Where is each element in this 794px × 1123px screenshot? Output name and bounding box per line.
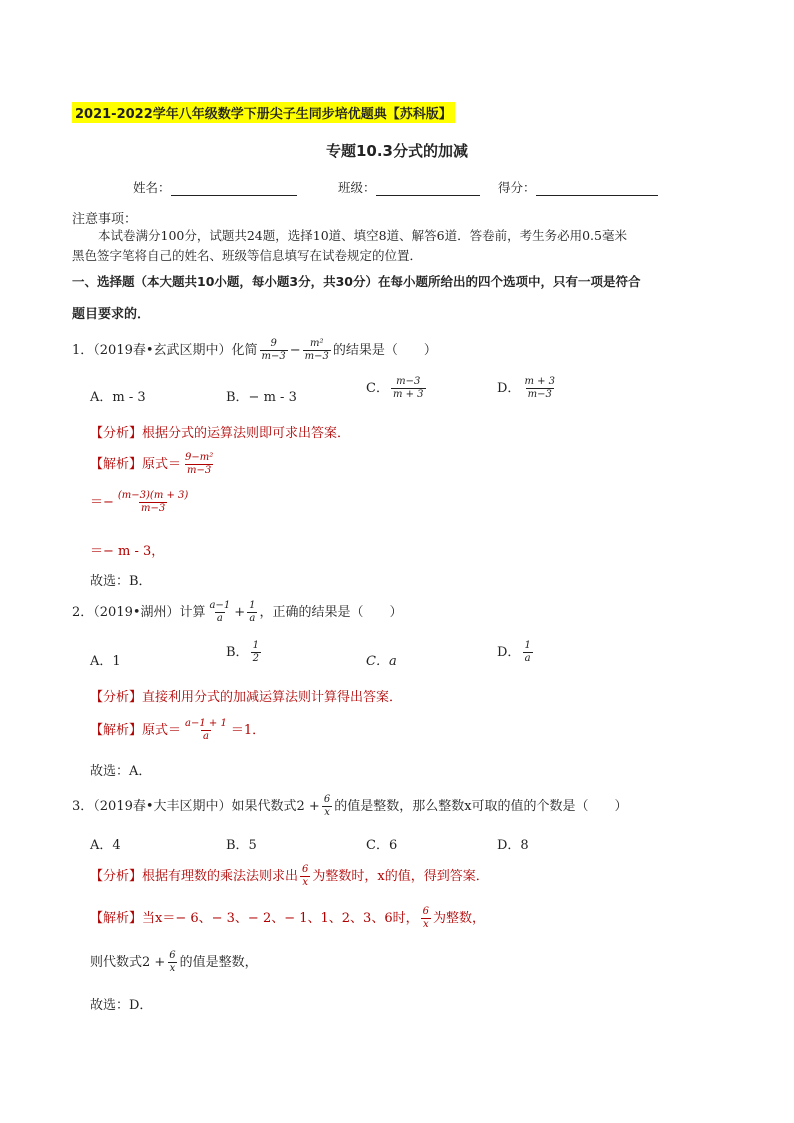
q3-option-c[interactable]: C．6	[366, 838, 398, 853]
score-label: 得分：	[498, 180, 536, 195]
notice-line-2: 黑色签字笔将自己的姓名、班级等信息填写在试卷规定的位置．	[72, 248, 423, 263]
name-field[interactable]	[133, 178, 297, 196]
q1-fraction-2: $\frac{\text{m²}}{m-3}$	[304, 338, 329, 362]
q2-option-c[interactable]: C．a	[366, 654, 397, 669]
q1-prefix: 1．（2019春•玄武区期中）化简	[72, 343, 258, 358]
q3-option-d[interactable]: D．8	[497, 838, 529, 853]
q3-fraction: $\frac{6}{x}$	[323, 794, 331, 818]
class-label: 班级：	[338, 180, 376, 195]
q1-option-c[interactable]: C． $\frac{m-3}{m + 3}$	[366, 376, 424, 400]
q2-option-d[interactable]: D． $\frac{1}{a}$	[497, 640, 531, 664]
q3-stem: 3．（2019春•大丰区期中）如果代数式2 + $\frac{6}{x}$ 的值是整数，那么整数x可取的值的个数是（ ）	[72, 794, 628, 818]
section-heading-line-2: 题目要求的．	[72, 307, 151, 322]
q3-solution-line-1: 【解析】当x＝− 6、− 3、− 2、− 1、1、2、3、6时， $\frac{6}{x}$ 为整数，	[90, 906, 485, 930]
q1-solution-line-3: ＝− m - 3，	[90, 544, 165, 559]
page-title: 专题10.3分式的加减	[325, 142, 468, 160]
q1-fraction-1: $\frac{9}{m-3}$	[261, 338, 286, 362]
q2-option-a[interactable]: A．1	[90, 654, 121, 669]
q1-minus: −	[289, 343, 301, 358]
q1-solution-line-2: ＝− $\frac{(m-3)(m + 3)}{m-3}$	[90, 490, 189, 514]
q2-analysis: 【分析】直接利用分式的加减运算法则计算得出答案．	[90, 690, 403, 705]
q3-answer: 故选：D．	[90, 998, 153, 1013]
q1-solution-line-1: 【解析】原式＝ $\frac{\text{9−m²}}{m-3}$	[90, 452, 214, 476]
notice-heading: 注意事项：	[72, 212, 138, 227]
class-line[interactable]	[376, 181, 480, 196]
name-line[interactable]	[171, 181, 297, 196]
name-label: 姓名：	[133, 180, 171, 195]
score-line[interactable]	[536, 181, 658, 196]
q1-answer: 故选：B．	[90, 574, 152, 589]
q2-solution: 【解析】原式＝ $\frac{a-1 + 1}{a}$ ＝1．	[90, 718, 266, 742]
q1-suffix: 的结果是（ ）	[332, 343, 437, 358]
q3-analysis: 【分析】根据有理数的乘法法则求出 $\frac{6}{x}$ 为整数时，x的值，得到答案．	[90, 864, 489, 888]
header-band: 2021-2022学年八年级数学下册尖子生同步培优题典【苏科版】	[72, 102, 455, 123]
q1-option-a[interactable]: A．m - 3	[90, 390, 146, 405]
q2-fraction-2: $\frac{1}{a}$	[249, 600, 256, 624]
class-field[interactable]	[338, 178, 480, 196]
q1-stem	[72, 338, 437, 363]
section-heading-line-1: 一、选择题（本大题共10小题，每小题3分，共30分）在每小题所给出的四个选项中，只有一项是符合	[72, 274, 641, 289]
q2-answer: 故选：A．	[90, 764, 152, 779]
q3-option-a[interactable]: A．4	[90, 838, 121, 853]
q2-option-b[interactable]: B． $\frac{1}{2}$	[226, 640, 259, 664]
q2-stem: 2．（2019•湖州）计算 $\frac{a-1}{a}$ + $\frac{1}{a}$ ，正确的结果是（ ）	[72, 600, 403, 624]
q2-fraction-1: $\frac{a-1}{a}$	[209, 600, 231, 624]
q3-option-b[interactable]: B．5	[226, 838, 257, 853]
notice-line-1: 本试卷满分100分，试题共24题，选择10道、填空8道、解答6道．答卷前，考生务必用0.5毫米	[98, 228, 627, 243]
q1-option-d[interactable]: D． $\frac{m + 3}{m-3}$	[497, 376, 556, 400]
q1-option-b[interactable]: B．− m - 3	[226, 390, 297, 405]
score-field[interactable]	[498, 178, 658, 196]
q3-solution-line-2: 则代数式2 + $\frac{6}{x}$ 的值是整数，	[90, 950, 258, 974]
q1-analysis: 【分析】根据分式的运算法则即可求出答案．	[90, 426, 351, 441]
